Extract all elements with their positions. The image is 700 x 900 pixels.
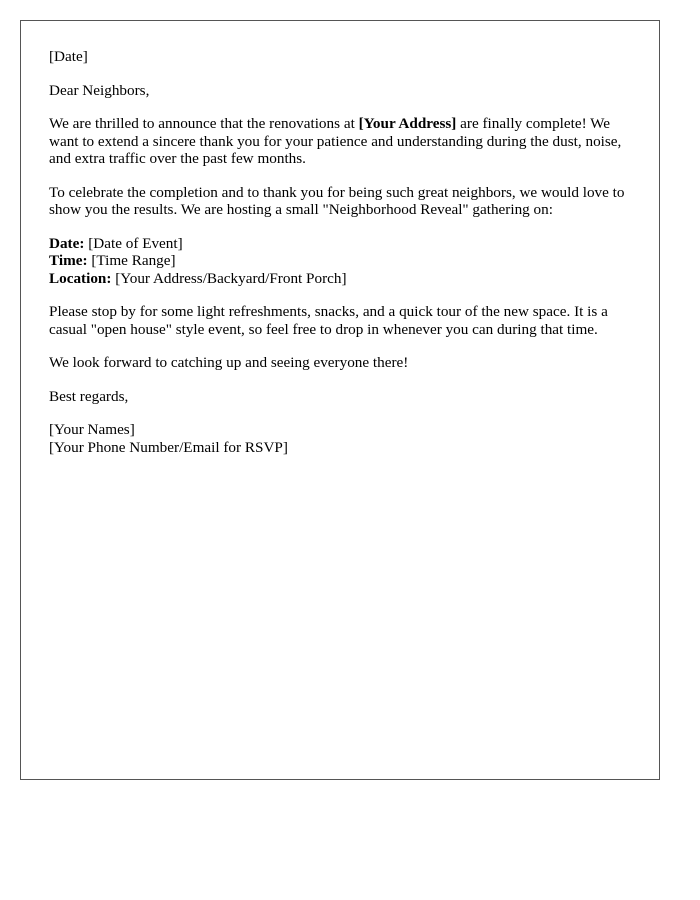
- closing: Best regards,: [49, 387, 129, 405]
- paragraph-invitation: To celebrate the completion and to thank you for being such great neighbors, we would love to show you the results. We are hosting a small "Neighborhood Reveal" gathering on:: [49, 183, 625, 218]
- paragraph-closing-remark: We look forward to catching up and seeing everyone there!: [49, 354, 409, 371]
- signature-contact: [Your Phone Number/Email for RSVP]: [49, 438, 288, 456]
- event-date-line: [49, 235, 633, 253]
- paragraph-event-description: Please stop by for some light refreshments, snacks, and a quick tour of the new space. It is a casual "open house" style event, so feel free to drop in whenever you can during that time.: [49, 303, 608, 338]
- event-date-value: [Date of Event]: [84, 234, 183, 252]
- signature-block: [49, 421, 633, 456]
- letter-body: [49, 48, 633, 456]
- event-date-label: Date:: [49, 234, 85, 252]
- event-location-value: [Your Address/Backyard/Front Porch]: [111, 269, 347, 287]
- letter-page: [20, 20, 660, 780]
- salutation: Dear Neighbors,: [49, 81, 150, 99]
- paragraph-announcement-start: We are thrilled to announce that the renovations at: [49, 115, 359, 132]
- paragraph-announcement-end: are finally complete! We want to extend a sincere thank you for your patience and understanding during the dust, noise, and extra traffic over the past few months.: [49, 115, 622, 167]
- event-time-line: [49, 252, 633, 270]
- event-time-label: Time:: [49, 252, 88, 269]
- event-location-label: Location:: [49, 269, 112, 287]
- event-time-value: [Time Range]: [87, 252, 176, 269]
- signature-names: [Your Names]: [49, 421, 135, 438]
- letter-date: [Date]: [49, 48, 88, 65]
- event-location-line: [49, 270, 633, 288]
- event-details: [49, 235, 633, 288]
- address-placeholder: [Your Address]: [358, 115, 457, 132]
- paragraph-announcement: [49, 115, 633, 168]
